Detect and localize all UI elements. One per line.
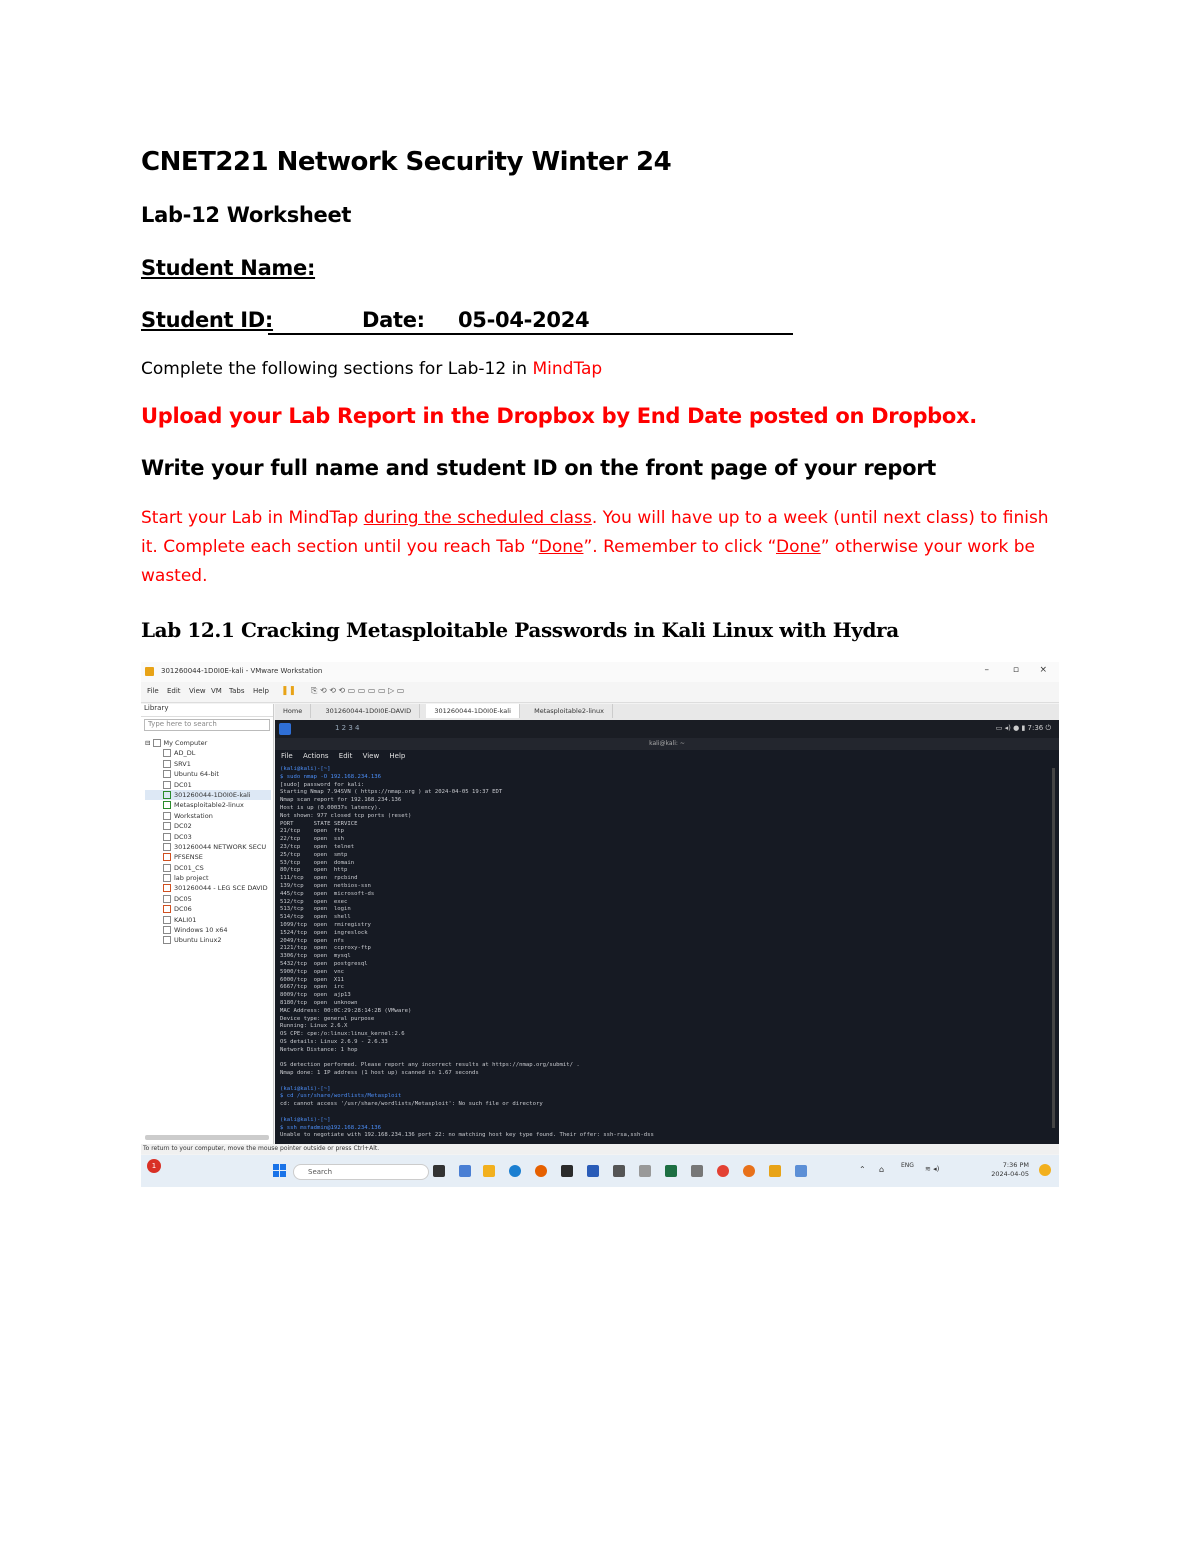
vm-icon <box>163 916 171 924</box>
maximize-icon[interactable]: ▫ <box>1012 665 1019 675</box>
terminal-line: 2049/tcp open nfs <box>280 937 344 944</box>
taskbar-search[interactable]: Search <box>293 1164 429 1180</box>
terminal-output <box>280 766 1040 1140</box>
tree-item[interactable]: 301260044-1D0I0E-kali <box>145 790 271 800</box>
term-menu-view[interactable]: View <box>362 752 380 760</box>
vm-icon <box>163 770 171 778</box>
workspace-switcher[interactable]: 1 2 3 4 <box>335 724 360 732</box>
terminal-line: 53/tcp open domain <box>280 859 355 866</box>
terminal-line: 1524/tcp open ingreslock <box>280 929 368 936</box>
vm-icon <box>163 895 171 903</box>
terminal-line: OS CPE: cpe:/o:linux:linux_kernel:2.6 <box>280 1031 405 1038</box>
upload-notice: Upload your Lab Report in the Dropbox by End Date posted on Dropbox. <box>141 404 977 428</box>
student-id-label: Student ID: <box>141 308 274 332</box>
vmware-screenshot <box>141 662 1059 1187</box>
app-icon[interactable] <box>459 1165 471 1177</box>
vm-icon <box>163 905 171 913</box>
vm-tabs <box>275 704 1059 720</box>
terminal-line <box>280 1109 1040 1117</box>
tab-kali[interactable]: 301260044-1D0I0E-kali <box>426 704 520 718</box>
terminal-line: Starting Nmap 7.94SVN ( https://nmap.org ) at 2024-04-05 19:37 EDT <box>280 789 503 796</box>
terminal-line: 2121/tcp open ccproxy-ftp <box>280 945 371 952</box>
instructions-paragraph <box>141 504 1061 591</box>
student-name-label: Student Name: <box>141 256 316 280</box>
vm-running-icon <box>163 801 171 809</box>
terminal-line <box>280 1078 1040 1086</box>
tree-item[interactable]: ⊟ My Computer <box>145 739 208 747</box>
panel-tray-icons: ▭ ◂) ● ▮ 7:36 ⏻ <box>995 724 1051 732</box>
terminal-line: 5900/tcp open vnc <box>280 968 344 975</box>
done-text: Done <box>538 537 584 557</box>
terminal-line: OS details: Linux 2.6.9 - 2.6.33 <box>280 1038 388 1045</box>
computer-icon <box>153 739 161 747</box>
terminal-line: (kali@kali)-[~] <box>280 1085 331 1092</box>
tree-item[interactable]: AD_DL <box>145 748 271 758</box>
terminal-line: PORT STATE SERVICE <box>280 820 358 827</box>
tree-item[interactable]: KALI01 <box>145 915 271 925</box>
window-title: 301260044-1D0I0E-kali - VMware Workstation <box>161 667 323 675</box>
excel-icon[interactable] <box>665 1165 677 1177</box>
student-id-underline <box>268 333 793 335</box>
terminal-window <box>275 738 1059 1144</box>
vm-icon <box>163 812 171 820</box>
tray-icon[interactable]: ⌂ <box>879 1165 885 1174</box>
vm-icon <box>163 760 171 768</box>
terminal-line: Not shown: 977 closed tcp ports (reset) <box>280 812 412 819</box>
terminal-line: $ ssh msfadmin@192.168.234.136 <box>280 1124 382 1131</box>
terminal-line: $ sudo nmap -O 192.168.234.136 <box>280 773 382 780</box>
library-panel <box>141 704 274 1144</box>
terminal-line: 3306/tcp open mysql <box>280 953 351 960</box>
vm-icon <box>163 749 171 757</box>
mindtap-text: MindTap <box>532 359 603 379</box>
menu-vm[interactable]: VM <box>211 687 222 695</box>
menu-help[interactable]: Help <box>253 687 269 695</box>
para-text: Start your Lab in MindTap <box>141 508 364 528</box>
tree-item[interactable]: Windows 10 x64 <box>145 925 271 935</box>
tree-item[interactable]: DC01_CS <box>145 863 271 873</box>
chrome-icon[interactable] <box>717 1165 729 1177</box>
notification-icon[interactable]: 1 <box>147 1159 161 1173</box>
term-menu-actions[interactable]: Actions <box>302 752 329 760</box>
clock-time: 7:36 PM <box>1002 1161 1029 1169</box>
instruction-line <box>141 359 602 379</box>
windows-taskbar <box>141 1155 1059 1187</box>
toolbar-icons[interactable]: ⎘ ⟲ ⟲ ⟲ ▭ ▭ ▭ ▭ ▷ ▭ <box>311 686 405 695</box>
tree-item[interactable]: Ubuntu Linux2 <box>145 935 271 945</box>
vm-icon <box>163 874 171 882</box>
scheduled-class-text: during the scheduled class <box>363 508 592 528</box>
terminal-app-icon[interactable] <box>561 1165 573 1177</box>
library-search-input[interactable]: Type here to search <box>144 719 270 731</box>
kali-menu-icon[interactable] <box>279 723 291 735</box>
terminal-line: 512/tcp open exec <box>280 898 348 905</box>
para-text: . You will have up to a week (until next class) to finish it. Complete each section until you reach Tab “ <box>141 508 1049 557</box>
terminal-line: Unable to negotiate with 192.168.234.136 port 22: no matching host key type found. Their offer: ssh-rsa,ssh-dss <box>280 1132 654 1139</box>
terminal-line: 1099/tcp open rmiregistry <box>280 921 371 928</box>
tab-home[interactable]: Home <box>275 704 311 718</box>
write-notice: Write your full name and student ID on the front page of your report <box>141 456 937 480</box>
menu-edit[interactable]: Edit <box>167 687 181 695</box>
terminal-line: OS detection performed. Please report any incorrect results at https://nmap.org/submit/ . <box>280 1062 580 1069</box>
terminal-line: Network Distance: 1 hop <box>280 1046 358 1053</box>
close-icon[interactable]: × <box>1039 665 1047 675</box>
done-text: Done <box>775 537 821 557</box>
wifi-volume-icons[interactable]: ≋ ◂) <box>925 1165 940 1173</box>
terminal-line: 111/tcp open rpcbind <box>280 875 358 882</box>
terminal-line: (kali@kali)-[~] <box>280 766 331 772</box>
minimize-icon[interactable]: – <box>984 665 989 675</box>
language-indicator[interactable]: ENG <box>901 1162 914 1169</box>
tree-item[interactable]: lab project <box>145 873 271 883</box>
vm-icon <box>163 884 171 892</box>
tab-metasploitable[interactable]: Metasploitable2-linux <box>526 704 613 718</box>
terminal-line: 139/tcp open netbios-ssn <box>280 882 371 889</box>
date-label: Date: <box>362 308 425 332</box>
app-icon[interactable] <box>639 1165 651 1177</box>
tree-item[interactable]: DC06 <box>145 904 271 914</box>
terminal-scrollbar[interactable] <box>1052 768 1055 1128</box>
status-bar: To return to your computer, move the mouse pointer outside or press Ctrl+Alt. <box>141 1144 1059 1154</box>
vm-icon <box>163 853 171 861</box>
terminal-line: Nmap done: 1 IP address (1 host up) scanned in 1.67 seconds <box>280 1070 479 1077</box>
terminal-line: Host is up (0.00037s latency). <box>280 804 382 811</box>
app-icon[interactable] <box>587 1165 599 1177</box>
tree-item[interactable]: Ubuntu 64-bit <box>145 769 271 779</box>
kali-top-panel <box>275 720 1059 738</box>
terminal-line: 23/tcp open telnet <box>280 843 355 850</box>
vmware-taskbar-icon[interactable] <box>769 1165 781 1177</box>
vm-icon <box>163 926 171 934</box>
taskbar-clock[interactable] <box>991 1161 1029 1179</box>
tab-david[interactable]: 301260044-1D0I0E-DAVID <box>317 704 420 718</box>
library-header: Library <box>141 704 273 717</box>
terminal-line: 513/tcp open login <box>280 906 351 913</box>
menu-tabs[interactable]: Tabs <box>229 687 245 695</box>
firefox-icon[interactable] <box>535 1165 547 1177</box>
tree-item[interactable]: DC05 <box>145 894 271 904</box>
windows-start-icon[interactable] <box>273 1164 287 1178</box>
vm-tree <box>145 738 271 946</box>
terminal-line: [sudo] password for kali: <box>280 781 365 788</box>
terminal-line: Device type: general purpose <box>280 1015 375 1022</box>
terminal-line: 25/tcp open smtp <box>280 851 348 858</box>
vm-icon <box>163 781 171 789</box>
vm-running-icon <box>163 791 171 799</box>
tree-item[interactable]: Metasploitable2-linux <box>145 800 271 810</box>
terminal-line: 6000/tcp open X11 <box>280 976 344 983</box>
terminal-line: 514/tcp open shell <box>280 914 351 921</box>
app-icon[interactable] <box>795 1165 807 1177</box>
terminal-line: (kali@kali)-[~] <box>280 1116 331 1123</box>
course-title: CNET221 Network Security Winter 24 <box>141 147 672 177</box>
terminal-line: 6667/tcp open irc <box>280 984 344 991</box>
terminal-line: 80/tcp open http <box>280 867 348 874</box>
tree-item[interactable]: PFSENSE <box>145 852 271 862</box>
terminal-line: cd: cannot access '/usr/share/wordlists/Metasploit': No such file or directory <box>280 1101 543 1108</box>
terminal-line <box>280 1054 1040 1062</box>
menu-view[interactable]: View <box>189 687 206 695</box>
tree-item[interactable]: Workstation <box>145 811 271 821</box>
file-explorer-icon[interactable] <box>483 1165 495 1177</box>
tree-item[interactable]: DC01 <box>145 780 271 790</box>
vm-icon <box>163 833 171 841</box>
terminal-line: 5432/tcp open postgresql <box>280 960 368 967</box>
taskview-icon[interactable] <box>433 1165 445 1177</box>
pause-icon[interactable]: ❚❚ <box>281 686 297 696</box>
vm-icon <box>163 864 171 872</box>
terminal-line: Running: Linux 2.6.X <box>280 1023 348 1030</box>
terminal-line: $ cd /usr/share/wordlists/Metasploit <box>280 1093 402 1100</box>
notification-center-icon[interactable] <box>1039 1164 1051 1176</box>
worksheet-title: Lab-12 Worksheet <box>141 203 352 227</box>
lab-title: Lab 12.1 Cracking Metasploitable Passwords in Kali Linux with Hydra <box>141 618 899 642</box>
vmware-logo-icon <box>145 667 154 676</box>
instruction-text: Complete the following sections for Lab-12 in <box>141 359 533 379</box>
term-menu-file[interactable]: File <box>281 752 293 760</box>
app-icon[interactable] <box>613 1165 625 1177</box>
terminal-line: MAC Address: 00:0C:29:28:14:2B (VMware) <box>280 1007 412 1014</box>
para-text: ”. Remember to click “ <box>583 537 776 557</box>
terminal-line: 21/tcp open ftp <box>280 828 344 835</box>
terminal-line: 8180/tcp open unknown <box>280 999 358 1006</box>
vm-icon <box>163 822 171 830</box>
edge-icon[interactable] <box>509 1165 521 1177</box>
terminal-line: 22/tcp open ssh <box>280 836 344 843</box>
terminal-line: Nmap scan report for 192.168.234.136 <box>280 797 402 804</box>
para-text: ” otherwise your work be wasted. <box>141 537 1035 586</box>
vm-icon <box>163 843 171 851</box>
date-value: 05-04-2024 <box>458 308 590 332</box>
tray-chevron-icon[interactable]: ⌃ <box>859 1165 866 1174</box>
terminal-line: 8009/tcp open ajp13 <box>280 992 351 999</box>
window-titlebar <box>141 662 1059 682</box>
term-menu-edit[interactable]: Edit <box>338 752 353 760</box>
menu-file[interactable]: File <box>147 687 159 695</box>
horizontal-scrollbar[interactable] <box>145 1135 269 1140</box>
terminal-menu <box>275 750 1059 762</box>
tree-item[interactable]: 301260044 NETWORK SECU <box>145 842 271 852</box>
terminal-line: 445/tcp open microsoft-ds <box>280 890 375 897</box>
term-menu-help[interactable]: Help <box>389 752 406 760</box>
tree-item[interactable]: DC03 <box>145 832 271 842</box>
app-icon[interactable] <box>691 1165 703 1177</box>
tree-item[interactable]: DC02 <box>145 821 271 831</box>
clock-date: 2024-04-05 <box>991 1170 1029 1178</box>
terminal-title: kali@kali: ~ <box>275 738 1059 750</box>
tree-item[interactable]: 301260044 - LEG SCE DAVID <box>145 883 271 893</box>
app-icon[interactable] <box>743 1165 755 1177</box>
vm-icon <box>163 936 171 944</box>
menu-bar <box>141 682 1059 703</box>
tree-item[interactable]: SRV1 <box>145 759 271 769</box>
